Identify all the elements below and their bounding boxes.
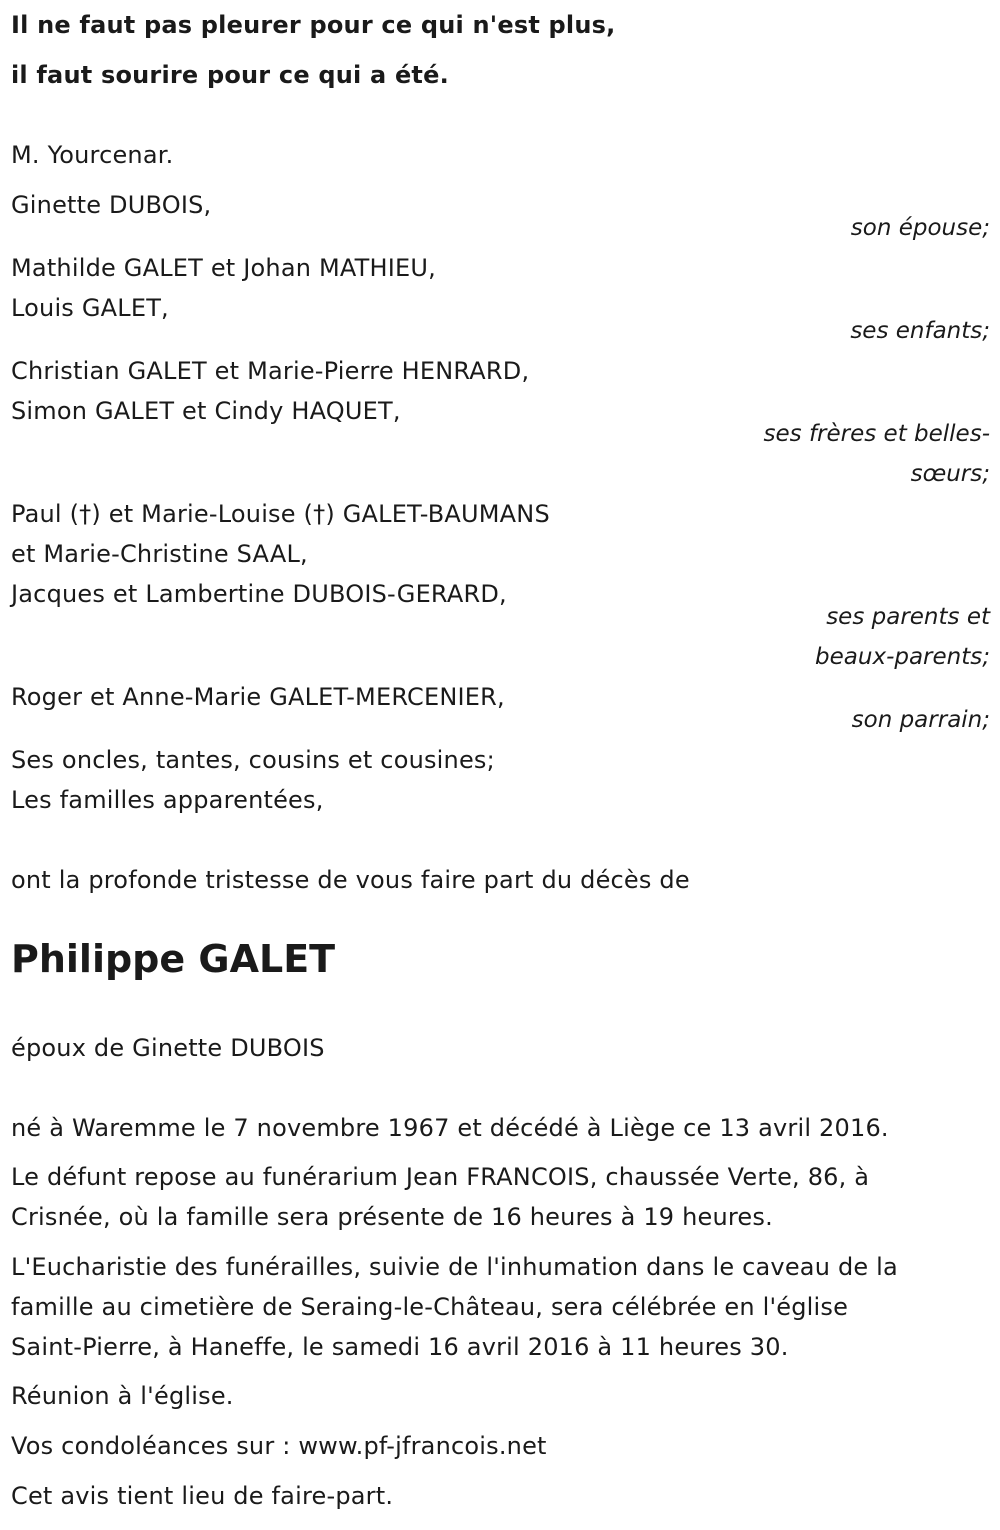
- condolences-text: Vos condoléances sur : www.pf-jfrancois.net: [11, 1432, 547, 1460]
- godfather-name: Roger et Anne-Marie GALET-MERCENIER,: [11, 683, 505, 711]
- parents-line-2: et Marie-Christine SAAL,: [11, 540, 308, 568]
- spouse-relation: son épouse;: [850, 215, 990, 241]
- children-line-2: Louis GALET,: [11, 294, 169, 322]
- notice-text: Cet avis tient lieu de faire-part.: [11, 1482, 394, 1510]
- quote-line-2: il faut sourire pour ce qui a été.: [11, 61, 449, 89]
- quote-author: M. Yourcenar.: [11, 141, 174, 169]
- announcement-text: ont la profonde tristesse de vous faire part du décès de: [11, 866, 690, 894]
- funeral-text-1: L'Eucharistie des funérailles, suivie de l'inhumation dans le caveau de la: [11, 1253, 898, 1281]
- funeral-text-2: famille au cimetière de Seraing-le-Château, sera célébrée en l'église: [11, 1293, 849, 1321]
- deceased-name: Philippe GALET: [11, 937, 336, 981]
- quote-line-1: Il ne faut pas pleurer pour ce qui n'est plus,: [11, 11, 616, 39]
- parents-line-1: Paul (†) et Marie-Louise (†) GALET-BAUMANS: [11, 500, 550, 528]
- siblings-line-1: Christian GALET et Marie-Pierre HENRARD,: [11, 357, 530, 385]
- rest-text-2: Crisnée, où la famille sera présente de 16 heures à 19 heures.: [11, 1203, 773, 1231]
- children-line-1: Mathilde GALET et Johan MATHIEU,: [11, 254, 436, 282]
- parents-line-3: Jacques et Lambertine DUBOIS-GERARD,: [11, 580, 507, 608]
- siblings-line-2: Simon GALET et Cindy HAQUET,: [11, 397, 401, 425]
- rest-text-1: Le défunt repose au funérarium Jean FRANCOIS, chaussée Verte, 86, à: [11, 1163, 870, 1191]
- meeting-text: Réunion à l'église.: [11, 1382, 234, 1410]
- spouse-name: Ginette DUBOIS,: [11, 191, 212, 219]
- funeral-text-3: Saint-Pierre, à Haneffe, le samedi 16 avril 2016 à 11 heures 30.: [11, 1333, 789, 1361]
- children-relation: ses enfants;: [850, 318, 990, 344]
- siblings-relation-1: ses frères et belles-: [763, 421, 990, 447]
- parents-relation-1: ses parents et: [826, 604, 990, 630]
- siblings-relation-2: sœurs;: [910, 461, 990, 487]
- parents-relation-2: beaux-parents;: [815, 644, 990, 670]
- birth-death-text: né à Waremme le 7 novembre 1967 et décédé à Liège ce 13 avril 2016.: [11, 1114, 889, 1142]
- other-relatives-2: Les familles apparentées,: [11, 786, 324, 814]
- godfather-relation: son parrain;: [851, 707, 990, 733]
- other-relatives-1: Ses oncles, tantes, cousins et cousines;: [11, 746, 495, 774]
- spouse-of-text: époux de Ginette DUBOIS: [11, 1034, 325, 1062]
